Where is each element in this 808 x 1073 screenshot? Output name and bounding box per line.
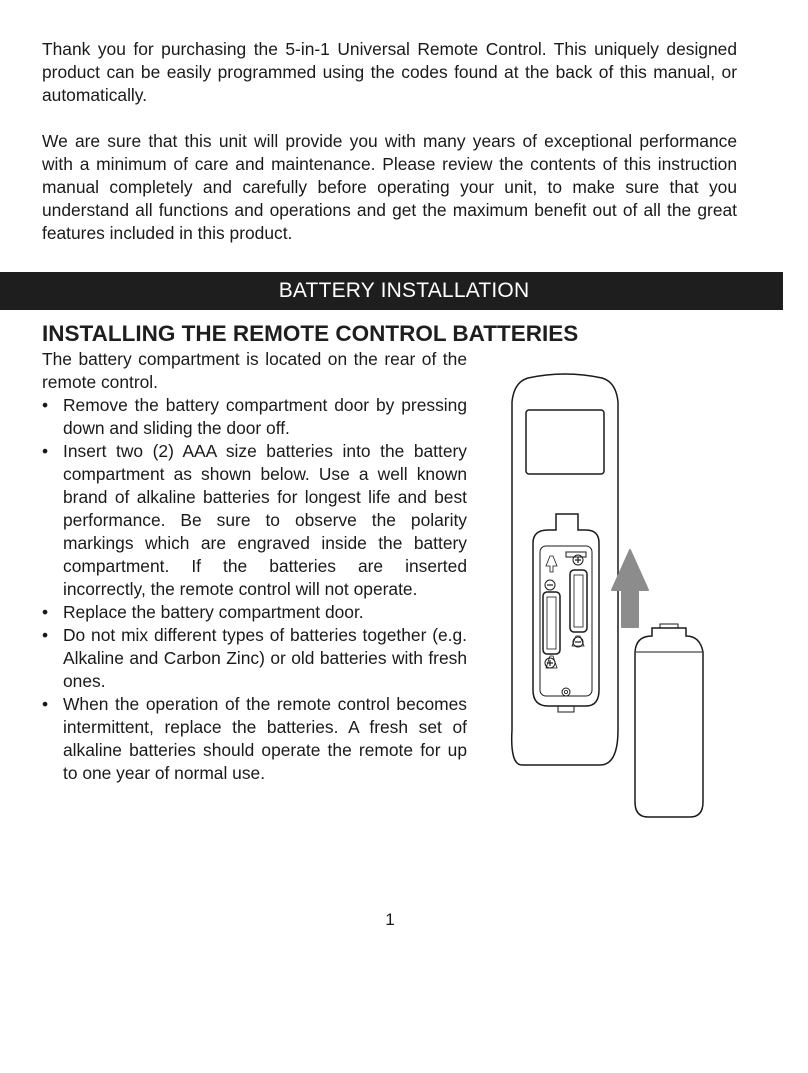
remote-control-rear [512, 374, 618, 765]
list-item [42, 624, 467, 693]
bullet-icon: • [42, 602, 49, 622]
section-banner-title: BATTERY INSTALLATION [278, 279, 530, 302]
list-item [42, 601, 467, 624]
lead-paragraph: The battery compartment is located on the rear of the remote control. [42, 349, 467, 392]
list-item [42, 394, 467, 440]
list-item-text: Do not mix different types of batteries together (e.g. Alkaline and Carbon Zinc) or old batteries with fresh ones. [63, 625, 467, 691]
battery-installation-illustration [500, 370, 710, 825]
intro-paragraph-1: Thank you for purchasing the 5-in-1 Universal Remote Control. This uniquely designed product can be easily programmed using the codes found at the back of this manual, or automatically. [42, 39, 737, 105]
bullet-icon: • [42, 441, 49, 461]
list-item [42, 440, 467, 601]
intro-paragraph-2: We are sure that this unit will provide you with many years of exceptional performance with a minimum of care and maintenance. Please review the contents of this instruction manual completely and carefully before operating your unit, to make sure that you understand all functions and operations and get the maximum benefit out of all the great features included in this product. [42, 131, 737, 243]
list-item-text: Insert two (2) AAA size batteries into the battery compartment as shown below. Use a well known brand of alkaline batteries for longest life and best performance. Be sure to observe the polarity markings which are engraved inside the battery compartment. If the batteries are inserted incorrectly, the remote control will not operate. [63, 441, 467, 599]
page-number: 1 [385, 910, 395, 929]
battery-door [635, 624, 703, 817]
instructions [42, 348, 467, 785]
list-item-text: Replace the battery compartment door. [63, 602, 364, 622]
bullet-icon: • [42, 395, 49, 415]
list-item [42, 693, 467, 785]
bullet-icon: • [42, 694, 49, 714]
section-subheading: INSTALLING THE REMOTE CONTROL BATTERIES [42, 321, 579, 346]
bullet-icon: • [42, 625, 49, 645]
section-banner [0, 272, 783, 310]
list-item-text: Remove the battery compartment door by pressing down and sliding the door off. [63, 395, 467, 438]
list-item-text: When the operation of the remote control becomes intermittent, replace the batteries. A fresh set of alkaline batteries should operate the remote for up to one year of normal use. [63, 694, 467, 783]
instruction-list [42, 394, 467, 785]
